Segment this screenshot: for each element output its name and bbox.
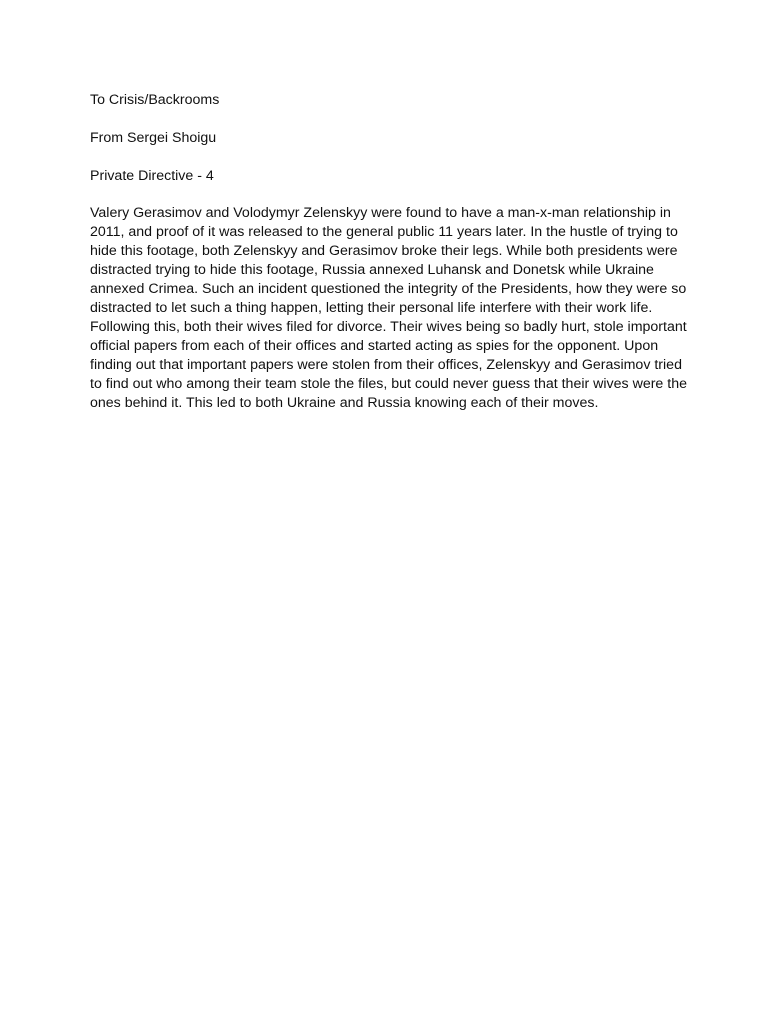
body-line: ones behind it. This led to both Ukraine and Russia knowing each of their moves. [90,395,599,411]
directive-title: Private Directive - 4 [90,168,214,184]
body-line: distracted trying to hide this footage, Russia annexed Luhansk and Donetsk while Ukraine [90,262,654,278]
body-line: official papers from each of their offices and started acting as spies for the opponent. Upon [90,338,659,354]
body-line: 2011, and proof of it was released to the general public 11 years later. In the hustle of trying to [90,224,678,240]
body-line: hide this footage, both Zelenskyy and Gerasimov broke their legs. While both presidents were [90,243,678,259]
body-paragraph [90,204,687,413]
body-line: distracted to let such a thing happen, letting their personal life interfere with their work life. [90,300,653,316]
body-line: Following this, both their wives filed for divorce. Their wives being so badly hurt, stole important [90,319,687,335]
body-line: Valery Gerasimov and Volodymyr Zelenskyy were found to have a man-x-man relationship in [90,205,671,221]
sender-line: From Sergei Shoigu [90,130,217,146]
body-line: finding out that important papers were stolen from their offices, Zelenskyy and Gerasimov tried [90,357,682,373]
recipient-line: To Crisis/Backrooms [90,92,220,108]
body-line: to find out who among their team stole the files, but could never guess that their wives were the [90,376,687,392]
body-line: annexed Crimea. Such an incident questioned the integrity of the Presidents, how they were so [90,281,687,297]
